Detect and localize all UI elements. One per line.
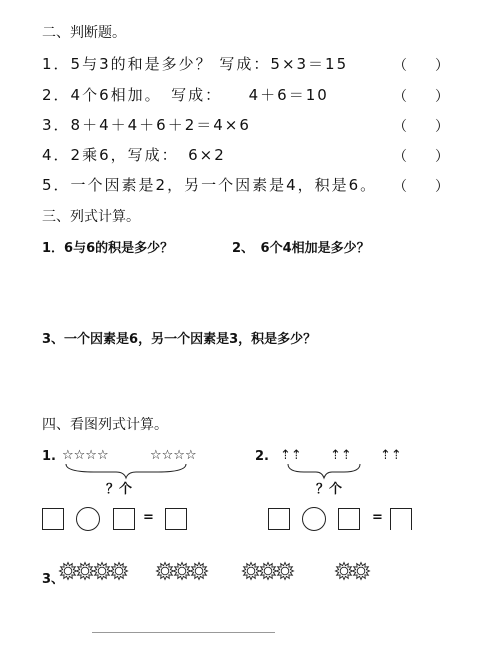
arrow-group-2: ⇡⇡ xyxy=(330,448,352,463)
answer-paren-2[interactable]: （ ） xyxy=(393,89,449,105)
answer-box-1c[interactable] xyxy=(165,508,187,530)
section-title-calculation: 三、列式计算。 xyxy=(42,209,140,225)
sun-icon xyxy=(110,562,128,580)
sun-icon xyxy=(173,562,191,580)
equals-sign-1: = xyxy=(143,510,154,525)
sun-icon xyxy=(352,562,370,580)
brace-problem-1 xyxy=(64,462,214,478)
judgement-item-3: 3．8＋4＋4＋6＋2＝4×6 xyxy=(42,116,251,134)
section-title-judgement: 二、判断题。 xyxy=(42,25,126,41)
calc-question-3: 3、一个因素是6，另一个因素是3，积是多少？ xyxy=(42,332,317,347)
answer-paren-1[interactable]: （ ） xyxy=(393,58,449,74)
sun-icon xyxy=(335,562,353,580)
judgement-item-5: 5．一个因素是2，另一个因素是4，积是6。 xyxy=(42,176,378,194)
sun-icon xyxy=(276,562,294,580)
answer-box-1b[interactable] xyxy=(113,508,135,530)
calc-question-1: 1．6与6的积是多少？ xyxy=(42,241,174,256)
sun-icon xyxy=(93,562,111,580)
judgement-item-1: 1．5与3的和是多少？ 写成：5×3＝15 xyxy=(42,55,349,73)
calc-question-2: 2、 6个4相加是多少？ xyxy=(232,241,370,256)
sun-icon xyxy=(190,562,208,580)
answer-paren-5[interactable]: （ ） xyxy=(393,179,449,195)
sun-icon xyxy=(259,562,277,580)
footer-divider xyxy=(92,632,275,633)
star-group-right: ☆☆☆☆ xyxy=(150,448,197,463)
answer-box-2b[interactable] xyxy=(338,508,360,530)
answer-paren-4[interactable]: （ ） xyxy=(393,149,449,165)
operator-circle-2[interactable] xyxy=(302,507,326,531)
operator-circle-1[interactable] xyxy=(76,507,100,531)
picture-problem-2-label: 2. xyxy=(255,449,269,464)
judgement-item-2: 2．4个6相加。 写成： 4＋6＝10 xyxy=(42,86,329,104)
arrow-group-1: ⇡⇡ xyxy=(280,448,302,463)
answer-box-2c[interactable] xyxy=(390,508,412,530)
answer-box-2a[interactable] xyxy=(268,508,290,530)
picture-problem-3-label: 3、 xyxy=(42,572,65,587)
arrow-group-3: ⇡⇡ xyxy=(380,448,402,463)
answer-paren-3[interactable]: （ ） xyxy=(393,119,449,135)
sun-icon xyxy=(242,562,260,580)
brace-question-1: ？个 xyxy=(106,482,133,497)
picture-problem-1-label: 1. xyxy=(42,449,56,464)
answer-box-1a[interactable] xyxy=(42,508,64,530)
sun-icon xyxy=(76,562,94,580)
sun-icon xyxy=(156,562,174,580)
brace-question-2: ？个 xyxy=(316,482,343,497)
star-group-left: ☆☆☆☆ xyxy=(62,448,109,463)
sun-icon xyxy=(59,562,77,580)
brace-problem-2 xyxy=(286,462,396,478)
judgement-item-4: 4．2乘6，写成： 6×2 xyxy=(42,146,226,164)
equals-sign-2: = xyxy=(372,510,383,525)
section-title-picture-calc: 四、看图列式计算。 xyxy=(42,417,168,433)
